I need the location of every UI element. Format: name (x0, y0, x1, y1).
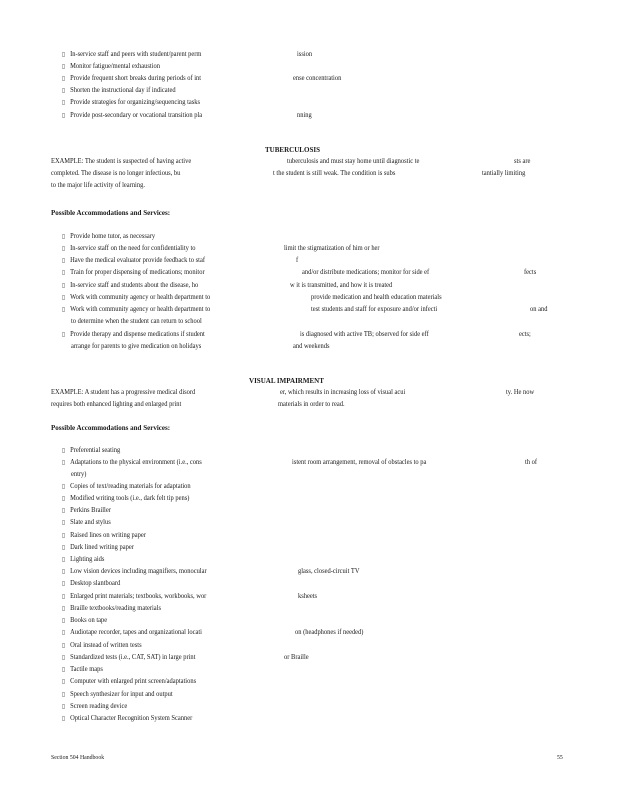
list-item-fragment: ission (297, 50, 313, 58)
list-item: ▯ Shorten the instructional day if indicated (62, 86, 176, 94)
bullet-icon: ▯ (62, 99, 65, 106)
bullet-icon: ▯ (62, 257, 65, 264)
bullet-icon: ▯ (62, 447, 65, 454)
list-item-fragment: on and (530, 305, 548, 313)
list-item-fragment: fects (524, 268, 537, 276)
list-item: ▯ Work with community agency or health department to (62, 305, 211, 313)
example-text: EXAMPLE: A student has a progressive medical disord (51, 388, 196, 396)
bullet-icon: ▯ (62, 593, 65, 600)
list-item: ▯ Books on tape (62, 616, 108, 624)
list-item: ▯ Speech synthesizer for input and output (62, 690, 173, 698)
list-item: ▯ Raised lines on writing paper (62, 531, 146, 539)
bullet-icon: ▯ (62, 642, 65, 649)
list-item: ▯ In-service staff and students about the disease, ho (62, 281, 199, 289)
list-item: ▯ Work with community agency or health department to (62, 293, 211, 301)
list-item: ▯ Dark lined writing paper (62, 543, 134, 551)
bullet-icon: ▯ (62, 544, 65, 551)
list-item-fragment: is diagnosed with active TB; observed for side eff (300, 330, 429, 338)
list-item-continuation: arrange for parents to give medication on holidays (71, 342, 202, 350)
example-text-fragment: er, which results in increasing loss of visual acui (280, 388, 406, 396)
list-item: ▯ Provide strategies for organizing/sequencing tasks (62, 98, 201, 106)
bullet-icon: ▯ (62, 654, 65, 661)
list-item-fragment: th of (525, 458, 538, 466)
bullet-icon: ▯ (62, 580, 65, 587)
list-item: ▯ Modified writing tools (i.e., dark felt tip pens) (62, 494, 190, 502)
accommodations-heading: Possible Accommodations and Services: (51, 208, 171, 217)
list-item: ▯ Adaptations to the physical environment (i.e., cons (62, 458, 202, 466)
list-item-fragment: on (headphones if needed) (295, 628, 364, 636)
list-item: ▯ Preferential seating (62, 446, 121, 454)
bullet-icon: ▯ (62, 63, 65, 70)
bullet-icon: ▯ (62, 495, 65, 502)
list-item: ▯ Have the medical evaluator provide feedback to staf (62, 256, 205, 264)
list-item: ▯ Enlarged print materials; textbooks, workbooks, wor (62, 592, 207, 600)
list-item-fragment: istent room arrangement, removal of obstacles to pa (292, 458, 427, 466)
list-item: ▯ Computer with enlarged print screen/adaptations (62, 677, 197, 685)
section-heading: TUBERCULOSIS (265, 145, 320, 154)
bullet-icon: ▯ (62, 507, 65, 514)
footer-title: Section 504 Handbook (51, 755, 105, 761)
bullet-icon: ▯ (62, 666, 65, 673)
example-text: EXAMPLE: The student is suspected of having active (51, 157, 192, 165)
bullet-icon: ▯ (62, 459, 65, 466)
example-text-fragment: tantially limiting (482, 169, 526, 177)
list-item: ▯ Monitor fatigue/mental exhaustion (62, 62, 160, 70)
list-item: ▯ Audiotape recorder, tapes and organizational locati (62, 628, 202, 636)
bullet-icon: ▯ (62, 715, 65, 722)
list-item-fragment: ksheets (298, 592, 318, 600)
list-item: ▯ Oral instead of written tests (62, 641, 142, 649)
bullet-icon: ▯ (62, 245, 65, 252)
bullet-icon: ▯ (62, 269, 65, 276)
bullet-icon: ▯ (62, 556, 65, 563)
list-item: ▯ Tactile maps (62, 665, 103, 673)
list-item-fragment: f (296, 256, 299, 264)
page-number: 55 (557, 755, 563, 761)
list-item: ▯ Slate and stylus (62, 518, 111, 526)
list-item-fragment: w it is transmitted, and how it is treated (290, 281, 393, 289)
example-text: to the major life activity of learning. (51, 181, 145, 189)
list-item: ▯ Provide home tutor, as necessary (62, 232, 156, 240)
list-item-fragment: limit the stigmatization of him or her (284, 244, 380, 252)
bullet-icon: ▯ (62, 617, 65, 624)
list-item: ▯ Braille textbooks/reading materials (62, 604, 161, 612)
list-item: ▯ Desktop slantboard (62, 579, 121, 587)
list-item-fragment: glass, closed-circuit TV (298, 567, 360, 575)
list-item-fragment: ects; (519, 330, 531, 338)
list-item: ▯ Train for proper dispensing of medications; monitor (62, 268, 205, 276)
list-item: ▯ Provide therapy and dispense medications if student (62, 330, 205, 338)
list-item-fragment: provide medication and health education materials (311, 293, 442, 301)
bullet-icon: ▯ (62, 691, 65, 698)
list-item-fragment: ense concentration (293, 74, 342, 82)
list-item: ▯ Screen reading device (62, 702, 128, 710)
list-item: ▯ Provide post-secondary or vocational transition pla (62, 111, 203, 119)
example-text-fragment: tuberculosis and must stay home until diagnostic te (287, 157, 420, 165)
example-text-fragment: sts are (514, 157, 531, 165)
list-item: ▯ In-service staff and peers with student/parent perm (62, 50, 202, 58)
list-item-fragment: or Braille (284, 653, 309, 661)
bullet-icon: ▯ (62, 87, 65, 94)
list-item-fragment: test students and staff for exposure and/or infecti (311, 305, 438, 313)
bullet-icon: ▯ (62, 678, 65, 685)
list-item-fragment: and/or distribute medications; monitor for side ef (302, 268, 430, 276)
example-text-fragment: ty. He now (506, 388, 535, 396)
example-text: completed. The disease is no longer infectious, bu (51, 169, 181, 177)
list-item: ▯ In-service staff on the need for confidentiality to (62, 244, 196, 252)
bullet-icon: ▯ (62, 331, 65, 338)
bullet-icon: ▯ (62, 51, 65, 58)
list-item: ▯ Provide frequent short breaks during periods of int (62, 74, 202, 82)
bullet-icon: ▯ (62, 483, 65, 490)
list-item-fragment: and weekends (293, 342, 330, 350)
bullet-icon: ▯ (62, 75, 65, 82)
bullet-icon: ▯ (62, 605, 65, 612)
bullet-icon: ▯ (62, 282, 65, 289)
bullet-icon: ▯ (62, 568, 65, 575)
list-item-continuation: to determine when the student can return to school (71, 317, 202, 325)
example-text-fragment: t the student is still weak. The condition is subs (273, 169, 396, 177)
bullet-icon: ▯ (62, 294, 65, 301)
bullet-icon: ▯ (62, 519, 65, 526)
bullet-icon: ▯ (62, 703, 65, 710)
example-text-fragment: materials in order to read. (278, 400, 345, 408)
bullet-icon: ▯ (62, 112, 65, 119)
list-item: ▯ Low vision devices including magnifiers, monocular (62, 567, 207, 575)
example-text: requires both enhanced lighting and enlarged print (51, 400, 182, 408)
bullet-icon: ▯ (62, 233, 65, 240)
list-item: ▯ Optical Character Recognition System Scanner (62, 714, 193, 722)
list-item-fragment: nning (297, 111, 312, 119)
list-item: ▯ Copies of text/reading materials for adaptation (62, 482, 191, 490)
list-item: ▯ Lighting aids (62, 555, 105, 563)
section-heading: VISUAL IMPAIRMENT (249, 376, 324, 385)
bullet-icon: ▯ (62, 629, 65, 636)
list-item: ▯ Perkins Brailler (62, 506, 111, 514)
list-item-continuation: entry) (71, 470, 87, 478)
bullet-icon: ▯ (62, 306, 65, 313)
bullet-icon: ▯ (62, 532, 65, 539)
list-item: ▯ Standardized tests (i.e., CAT, SAT) in large print (62, 653, 196, 661)
accommodations-heading: Possible Accommodations and Services: (51, 423, 171, 432)
